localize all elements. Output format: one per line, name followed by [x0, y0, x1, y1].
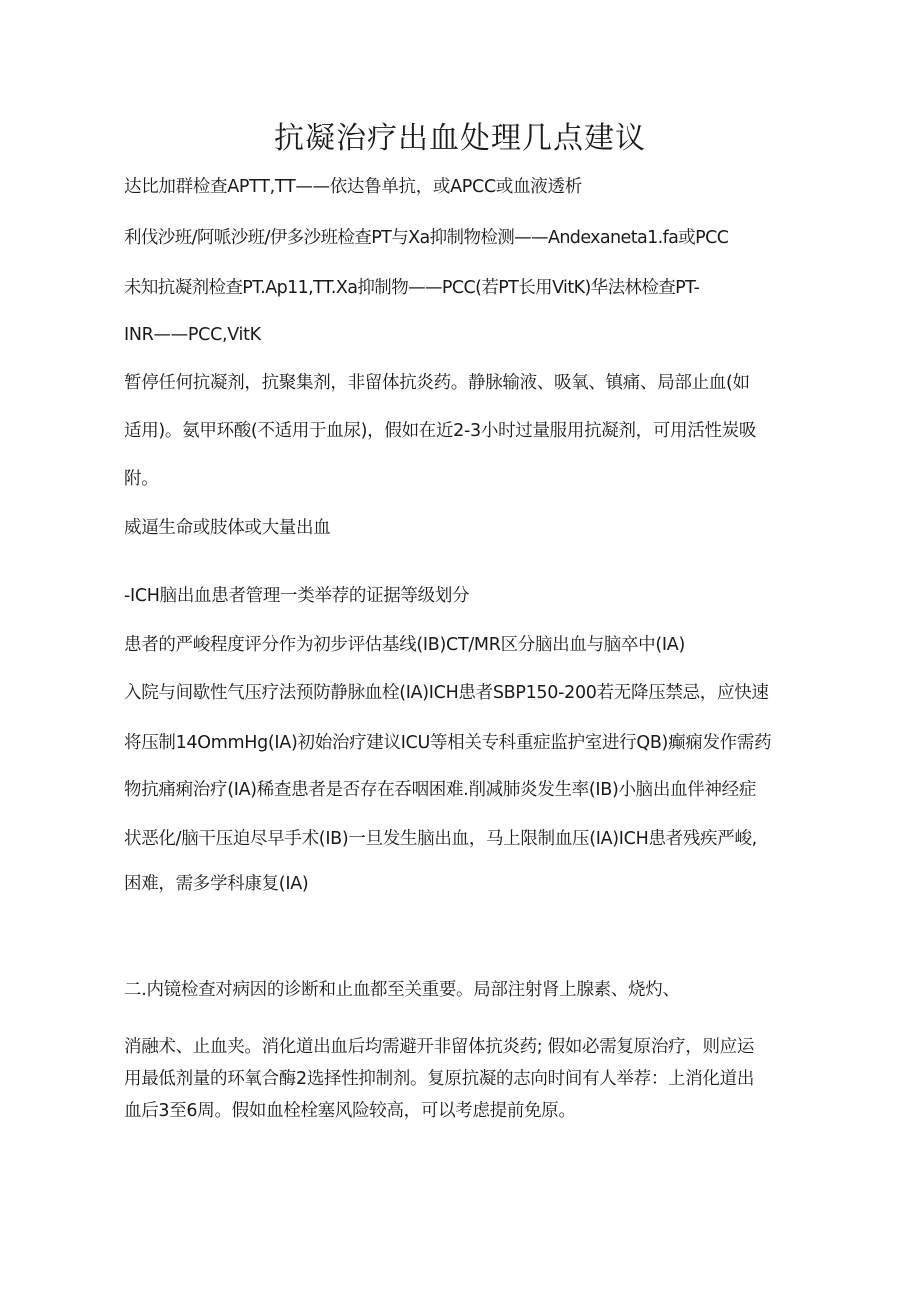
text-line: INR——PCC,VitK	[124, 325, 261, 345]
text-line: 用最低剂量的环氧合酶2选择性抑制剂。复原抗凝的志向时间有人举荐：上消化道出	[124, 1069, 755, 1089]
text-line: 威逼生命或肢体或大量出血	[124, 518, 331, 538]
text-line: 入院与间歇性气压疗法预防静脉血栓(IA)ICH患者SBP150-200若无降压禁忌，应快速	[124, 683, 769, 703]
text-line: 附。	[124, 469, 159, 489]
text-line: 状恶化/脑干压迫尽早手术(IB)一旦发生脑出血，马上限制血压(IA)ICH患者残疾严峻,	[124, 829, 757, 849]
page-title: 抗凝治疗出血处理几点建议	[274, 121, 646, 156]
text-line: 血后3至6周。假如血栓栓塞风险较高，可以考虑提前免原。	[124, 1101, 576, 1121]
text-line: 利伐沙班/阿哌沙班/伊多沙班检查PT与Xa抑制物检测——Andexaneta1.fa或PCC	[124, 228, 729, 248]
text-line: 适用)。氨甲环酸(不适用于血尿)，假如在近2-3小时过量服用抗凝剂，可用活性炭吸	[124, 421, 757, 441]
text-line: 达比加群检查APTT,TT——依达鲁单抗，或APCC或血液透析	[124, 177, 582, 197]
text-line: 未知抗凝剂检查PT.Ap11,TT.Xa抑制物——PCC(若PT长用VitK)华法林检查PT-	[124, 278, 700, 298]
text-line: 物抗痛痢治疗(IA)稀查患者是否存在吞咽困难.削减肺炎发生率(IB)小脑出血伴神经症	[124, 780, 757, 800]
text-line: 患者的严峻程度评分作为初步评估基线(IB)CT/MR区分脑出血与脑卒中(IA)	[124, 635, 685, 655]
text-line: 将压制14OmmHg(IA)初始治疗建议ICU等相关专科重症监护室进行QB)癫痫发作需药	[124, 733, 772, 753]
text-line: -ICH脑出血患者管理一类举荐的证据等级划分	[124, 586, 470, 606]
text-line: 暂停任何抗凝剂，抗聚集剂，非留体抗炎药。静脉输液、吸氧、镇痛、局部止血(如	[124, 373, 750, 393]
text-line: 困难，需多学科康复(IA)	[124, 874, 309, 894]
text-line: 二.内镜检查对病因的诊断和止血都至关重要。局部注射肾上腺素、烧灼、	[124, 980, 680, 1000]
text-line: 消融术、止血夹。消化道出血后均需避开非留体抗炎药; 假如必需复原治疗，则应运	[124, 1037, 755, 1057]
